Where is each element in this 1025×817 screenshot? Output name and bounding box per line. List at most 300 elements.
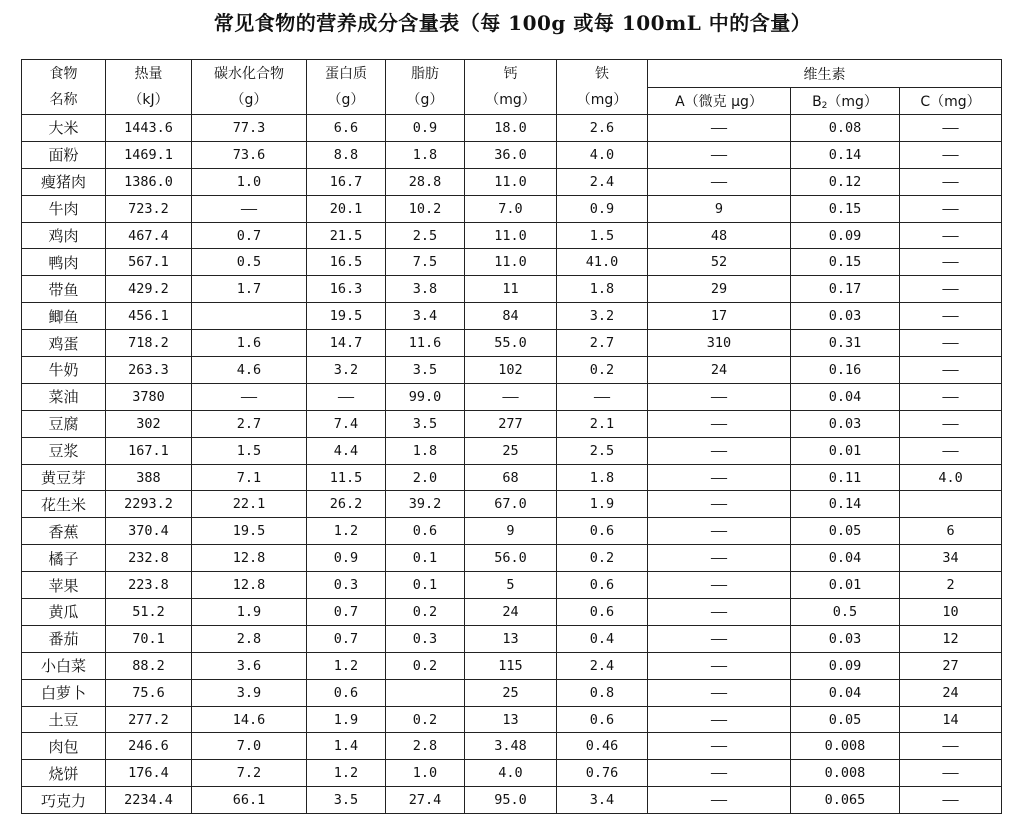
cell-fat: 27.4 — [386, 787, 465, 814]
header-energy-label: 热量 — [134, 66, 163, 82]
cell-carb: 2.7 — [192, 410, 307, 437]
page-title: 常见食物的营养成分含量表（每 100g 或每 100mL 中的含量） — [213, 11, 812, 35]
cell-carb: 1.9 — [192, 599, 307, 626]
header-calcium-label: 钙 — [503, 66, 518, 82]
header-food-line1: 食物 — [49, 66, 78, 82]
cell-name: 肉包 — [22, 733, 106, 760]
cell-iron: 2.1 — [557, 410, 648, 437]
cell-calcium: 36.0 — [465, 141, 557, 168]
cell-iron: 1.9 — [557, 491, 648, 518]
header-vit-b2-letter: B — [812, 94, 822, 110]
cell-protein: 3.5 — [307, 787, 386, 814]
table-row — [22, 599, 1002, 626]
cell-iron: 2.4 — [557, 652, 648, 679]
cell-name: 番茄 — [22, 625, 106, 652]
cell-protein: 0.7 — [307, 625, 386, 652]
cell-vit-b2: 0.008 — [791, 760, 900, 787]
cell-protein: 1.9 — [307, 706, 386, 733]
cell-name: 巧克力 — [22, 787, 106, 814]
cell-name: 豆腐 — [22, 410, 106, 437]
cell-protein: 1.2 — [307, 760, 386, 787]
cell-iron: 0.2 — [557, 545, 648, 572]
cell-vit-c: —— — [900, 115, 1002, 142]
cell-vit-a: —— — [648, 625, 791, 652]
cell-carb: 14.6 — [192, 706, 307, 733]
cell-iron: 0.2 — [557, 357, 648, 384]
cell-iron: —— — [557, 383, 648, 410]
table-row — [22, 572, 1002, 599]
cell-iron: 2.4 — [557, 168, 648, 195]
table-row — [22, 625, 1002, 652]
cell-calcium: 13 — [465, 625, 557, 652]
cell-fat: 3.5 — [386, 357, 465, 384]
table-row — [22, 276, 1002, 303]
cell-fat: 2.0 — [386, 464, 465, 491]
cell-protein: 16.5 — [307, 249, 386, 276]
header-fat-unit: （g） — [406, 92, 444, 108]
cell-protein: 6.6 — [307, 115, 386, 142]
cell-calcium: 11.0 — [465, 249, 557, 276]
cell-calcium: 7.0 — [465, 195, 557, 222]
cell-name: 黄瓜 — [22, 599, 106, 626]
cell-name: 鸭肉 — [22, 249, 106, 276]
cell-vit-b2: 0.08 — [791, 115, 900, 142]
cell-energy: 88.2 — [106, 652, 192, 679]
cell-carb: 3.6 — [192, 652, 307, 679]
cell-fat: 0.2 — [386, 706, 465, 733]
cell-calcium: 55.0 — [465, 330, 557, 357]
cell-carb: 19.5 — [192, 518, 307, 545]
header-vit-a: A（微克 μg） — [648, 88, 791, 115]
cell-name: 鸡肉 — [22, 222, 106, 249]
cell-calcium: 11.0 — [465, 222, 557, 249]
cell-vit-b2: 0.05 — [791, 518, 900, 545]
cell-energy: 2293.2 — [106, 491, 192, 518]
cell-vit-a: —— — [648, 141, 791, 168]
table-row — [22, 168, 1002, 195]
table-row — [22, 330, 1002, 357]
table-row — [22, 195, 1002, 222]
cell-energy: 51.2 — [106, 599, 192, 626]
cell-vit-c: 12 — [900, 625, 1002, 652]
header-food-line2: 名称 — [49, 92, 78, 108]
cell-calcium: 68 — [465, 464, 557, 491]
cell-fat: 0.9 — [386, 115, 465, 142]
cell-iron: 1.8 — [557, 464, 648, 491]
cell-name: 豆浆 — [22, 437, 106, 464]
cell-calcium: 5 — [465, 572, 557, 599]
cell-name: 橘子 — [22, 545, 106, 572]
cell-vit-b2: 0.12 — [791, 168, 900, 195]
cell-carb: —— — [192, 195, 307, 222]
cell-iron: 0.6 — [557, 599, 648, 626]
cell-vit-c: —— — [900, 357, 1002, 384]
cell-vit-a: —— — [648, 383, 791, 410]
cell-name: 面粉 — [22, 141, 106, 168]
cell-energy: 718.2 — [106, 330, 192, 357]
cell-protein: 1.2 — [307, 518, 386, 545]
cell-vit-b2: 0.15 — [791, 195, 900, 222]
cell-name: 牛奶 — [22, 357, 106, 384]
cell-fat: 99.0 — [386, 383, 465, 410]
cell-calcium: 3.48 — [465, 733, 557, 760]
cell-energy: 723.2 — [106, 195, 192, 222]
cell-name: 苹果 — [22, 572, 106, 599]
cell-vit-c: 34 — [900, 545, 1002, 572]
cell-fat: 39.2 — [386, 491, 465, 518]
table-row — [22, 464, 1002, 491]
cell-fat: 0.2 — [386, 599, 465, 626]
cell-fat: 2.5 — [386, 222, 465, 249]
cell-carb: 3.9 — [192, 679, 307, 706]
cell-fat: 1.0 — [386, 760, 465, 787]
cell-vit-b2: 0.03 — [791, 303, 900, 330]
cell-protein: 0.3 — [307, 572, 386, 599]
cell-vit-b2: 0.15 — [791, 249, 900, 276]
cell-energy: 456.1 — [106, 303, 192, 330]
cell-vit-b2: 0.09 — [791, 652, 900, 679]
cell-vit-b2: 0.008 — [791, 733, 900, 760]
cell-vit-a: —— — [648, 437, 791, 464]
cell-vit-a: —— — [648, 760, 791, 787]
header-protein-label: 蛋白质 — [325, 66, 367, 82]
cell-carb: 12.8 — [192, 572, 307, 599]
cell-name: 鸡蛋 — [22, 330, 106, 357]
cell-protein: 4.4 — [307, 437, 386, 464]
cell-name: 牛肉 — [22, 195, 106, 222]
cell-vit-b2: 0.04 — [791, 679, 900, 706]
cell-carb: 1.0 — [192, 168, 307, 195]
cell-carb: 1.7 — [192, 276, 307, 303]
cell-name: 烧饼 — [22, 760, 106, 787]
cell-vit-b2: 0.03 — [791, 625, 900, 652]
cell-calcium: 277 — [465, 410, 557, 437]
cell-vit-c: —— — [900, 787, 1002, 814]
cell-iron: 2.5 — [557, 437, 648, 464]
cell-vit-b2: 0.16 — [791, 357, 900, 384]
cell-vit-c: 4.0 — [900, 464, 1002, 491]
table-row — [22, 249, 1002, 276]
table-row — [22, 545, 1002, 572]
cell-fat: 2.8 — [386, 733, 465, 760]
header-protein-unit: （g） — [327, 92, 365, 108]
cell-calcium: 25 — [465, 437, 557, 464]
table-row — [22, 706, 1002, 733]
cell-fat: 0.1 — [386, 545, 465, 572]
cell-vit-a: —— — [648, 545, 791, 572]
cell-carb: 0.5 — [192, 249, 307, 276]
cell-vit-b2: 0.09 — [791, 222, 900, 249]
cell-protein: 1.2 — [307, 652, 386, 679]
cell-vit-c: 27 — [900, 652, 1002, 679]
cell-vit-b2: 0.14 — [791, 141, 900, 168]
cell-name: 土豆 — [22, 706, 106, 733]
cell-energy: 176.4 — [106, 760, 192, 787]
header-calcium-unit: （mg） — [485, 92, 536, 108]
header-energy-unit: （kJ） — [128, 92, 169, 108]
cell-fat: 0.2 — [386, 652, 465, 679]
cell-protein: 0.7 — [307, 599, 386, 626]
table-body — [22, 115, 1002, 814]
cell-carb: 2.8 — [192, 625, 307, 652]
cell-energy: 167.1 — [106, 437, 192, 464]
cell-energy: 2234.4 — [106, 787, 192, 814]
table-row — [22, 518, 1002, 545]
cell-vit-a: —— — [648, 115, 791, 142]
cell-vit-a: —— — [648, 572, 791, 599]
cell-vit-c: 6 — [900, 518, 1002, 545]
cell-calcium: 84 — [465, 303, 557, 330]
cell-fat: 0.6 — [386, 518, 465, 545]
cell-vit-a: —— — [648, 410, 791, 437]
cell-vit-c: —— — [900, 303, 1002, 330]
cell-carb: 12.8 — [192, 545, 307, 572]
cell-calcium: 25 — [465, 679, 557, 706]
header-iron-unit: （mg） — [576, 92, 628, 108]
cell-calcium: 102 — [465, 357, 557, 384]
cell-vit-a: —— — [648, 706, 791, 733]
cell-vit-b2: 0.01 — [791, 572, 900, 599]
table-row — [22, 437, 1002, 464]
cell-fat: 11.6 — [386, 330, 465, 357]
cell-vit-a: —— — [648, 464, 791, 491]
cell-iron: 0.8 — [557, 679, 648, 706]
cell-vit-c: —— — [900, 383, 1002, 410]
cell-calcium: 4.0 — [465, 760, 557, 787]
header-vitamin: 维生素 — [648, 60, 1002, 88]
cell-vit-b2: 0.04 — [791, 545, 900, 572]
cell-carb: 77.3 — [192, 115, 307, 142]
cell-carb: 66.1 — [192, 787, 307, 814]
table-row — [22, 410, 1002, 437]
cell-vit-a: —— — [648, 652, 791, 679]
cell-protein: 3.2 — [307, 357, 386, 384]
cell-fat: 3.4 — [386, 303, 465, 330]
cell-energy: 429.2 — [106, 276, 192, 303]
cell-vit-a: 310 — [648, 330, 791, 357]
cell-name: 花生米 — [22, 491, 106, 518]
cell-vit-b2: 0.05 — [791, 706, 900, 733]
cell-vit-b2: 0.11 — [791, 464, 900, 491]
header-row-1 — [22, 60, 1002, 88]
cell-name: 鲫鱼 — [22, 303, 106, 330]
cell-energy: 277.2 — [106, 706, 192, 733]
cell-vit-c: —— — [900, 733, 1002, 760]
table-row — [22, 787, 1002, 814]
table-row — [22, 679, 1002, 706]
cell-iron: 0.6 — [557, 572, 648, 599]
cell-protein: 16.7 — [307, 168, 386, 195]
cell-vit-c: 10 — [900, 599, 1002, 626]
header-food — [22, 60, 106, 115]
cell-energy: 232.8 — [106, 545, 192, 572]
header-calcium — [465, 60, 557, 115]
cell-carb: 7.2 — [192, 760, 307, 787]
cell-energy: 467.4 — [106, 222, 192, 249]
cell-energy: 223.8 — [106, 572, 192, 599]
cell-vit-c: —— — [900, 760, 1002, 787]
cell-vit-c: 24 — [900, 679, 1002, 706]
cell-fat: 0.1 — [386, 572, 465, 599]
cell-iron: 1.8 — [557, 276, 648, 303]
table-row — [22, 652, 1002, 679]
cell-carb: 7.1 — [192, 464, 307, 491]
cell-protein: 20.1 — [307, 195, 386, 222]
cell-energy: 1469.1 — [106, 141, 192, 168]
cell-calcium: 95.0 — [465, 787, 557, 814]
cell-vit-c: 14 — [900, 706, 1002, 733]
cell-calcium: 67.0 — [465, 491, 557, 518]
cell-iron: 2.6 — [557, 115, 648, 142]
cell-carb — [192, 303, 307, 330]
cell-carb: 22.1 — [192, 491, 307, 518]
cell-name: 瘦猪肉 — [22, 168, 106, 195]
cell-energy: 302 — [106, 410, 192, 437]
cell-calcium: 13 — [465, 706, 557, 733]
cell-iron: 0.6 — [557, 518, 648, 545]
cell-carb: —— — [192, 383, 307, 410]
cell-calcium: 9 — [465, 518, 557, 545]
cell-carb: 7.0 — [192, 733, 307, 760]
cell-calcium: 24 — [465, 599, 557, 626]
table-row — [22, 491, 1002, 518]
header-iron — [557, 60, 648, 115]
cell-energy: 3780 — [106, 383, 192, 410]
cell-iron: 0.6 — [557, 706, 648, 733]
cell-protein: 0.6 — [307, 679, 386, 706]
cell-name: 菜油 — [22, 383, 106, 410]
cell-vit-b2: 0.065 — [791, 787, 900, 814]
cell-energy: 567.1 — [106, 249, 192, 276]
cell-carb: 0.7 — [192, 222, 307, 249]
cell-iron: 0.76 — [557, 760, 648, 787]
cell-protein: 8.8 — [307, 141, 386, 168]
cell-vit-c: —— — [900, 249, 1002, 276]
cell-protein: 26.2 — [307, 491, 386, 518]
header-iron-label: 铁 — [595, 66, 609, 82]
cell-energy: 75.6 — [106, 679, 192, 706]
cell-iron: 1.5 — [557, 222, 648, 249]
cell-protein: 14.7 — [307, 330, 386, 357]
header-fat-label: 脂肪 — [411, 66, 439, 82]
cell-name: 香蕉 — [22, 518, 106, 545]
cell-vit-a: 24 — [648, 357, 791, 384]
cell-fat: 3.5 — [386, 410, 465, 437]
cell-vit-b2: 0.04 — [791, 383, 900, 410]
cell-protein: 7.4 — [307, 410, 386, 437]
cell-calcium: 115 — [465, 652, 557, 679]
cell-fat: 7.5 — [386, 249, 465, 276]
cell-vit-c: 2 — [900, 572, 1002, 599]
cell-iron: 3.4 — [557, 787, 648, 814]
cell-calcium: 56.0 — [465, 545, 557, 572]
cell-energy: 246.6 — [106, 733, 192, 760]
cell-vit-a: 29 — [648, 276, 791, 303]
cell-vit-c: —— — [900, 410, 1002, 437]
header-carb — [192, 60, 307, 115]
header-fat — [386, 60, 465, 115]
cell-energy: 1443.6 — [106, 115, 192, 142]
cell-energy: 70.1 — [106, 625, 192, 652]
cell-vit-b2: 0.5 — [791, 599, 900, 626]
cell-protein: 1.4 — [307, 733, 386, 760]
table-row — [22, 760, 1002, 787]
cell-vit-a: —— — [648, 733, 791, 760]
cell-energy: 263.3 — [106, 357, 192, 384]
cell-name: 白萝卜 — [22, 679, 106, 706]
header-vit-c: C（mg） — [900, 88, 1002, 115]
cell-carb: 1.6 — [192, 330, 307, 357]
cell-vit-c: —— — [900, 222, 1002, 249]
header-vit-b2-unit: （mg） — [827, 94, 878, 110]
cell-vit-a: —— — [648, 168, 791, 195]
header-protein — [307, 60, 386, 115]
cell-energy: 388 — [106, 464, 192, 491]
table-row — [22, 357, 1002, 384]
cell-vit-a: 17 — [648, 303, 791, 330]
cell-iron: 0.46 — [557, 733, 648, 760]
cell-iron: 41.0 — [557, 249, 648, 276]
cell-vit-c — [900, 491, 1002, 518]
cell-calcium: —— — [465, 383, 557, 410]
cell-fat — [386, 679, 465, 706]
cell-iron: 0.9 — [557, 195, 648, 222]
cell-vit-a: 9 — [648, 195, 791, 222]
cell-vit-a: —— — [648, 491, 791, 518]
cell-vit-b2: 0.01 — [791, 437, 900, 464]
table-row — [22, 222, 1002, 249]
cell-carb: 1.5 — [192, 437, 307, 464]
cell-vit-b2: 0.03 — [791, 410, 900, 437]
table-row — [22, 303, 1002, 330]
cell-vit-c: —— — [900, 330, 1002, 357]
cell-name: 带鱼 — [22, 276, 106, 303]
cell-iron: 0.4 — [557, 625, 648, 652]
cell-vit-b2: 0.17 — [791, 276, 900, 303]
cell-vit-a: —— — [648, 787, 791, 814]
cell-fat: 1.8 — [386, 141, 465, 168]
cell-protein: 11.5 — [307, 464, 386, 491]
header-vit-b2-sub: 2 — [821, 101, 828, 111]
cell-energy: 370.4 — [106, 518, 192, 545]
header-carb-unit: （g） — [230, 92, 268, 108]
cell-fat: 0.3 — [386, 625, 465, 652]
cell-fat: 3.8 — [386, 276, 465, 303]
header-vit-b2 — [791, 88, 900, 115]
cell-fat: 1.8 — [386, 437, 465, 464]
cell-vit-c: —— — [900, 276, 1002, 303]
cell-vit-a: —— — [648, 518, 791, 545]
cell-vit-a: 52 — [648, 249, 791, 276]
cell-protein: 19.5 — [307, 303, 386, 330]
table-row — [22, 383, 1002, 410]
cell-vit-b2: 0.14 — [791, 491, 900, 518]
cell-iron: 4.0 — [557, 141, 648, 168]
table-row — [22, 141, 1002, 168]
cell-vit-a: —— — [648, 599, 791, 626]
cell-fat: 10.2 — [386, 195, 465, 222]
cell-calcium: 11.0 — [465, 168, 557, 195]
table-row — [22, 115, 1002, 142]
cell-name: 黄豆芽 — [22, 464, 106, 491]
nutrition-table — [21, 59, 1002, 814]
cell-protein: 0.9 — [307, 545, 386, 572]
cell-vit-a: 48 — [648, 222, 791, 249]
cell-name: 小白菜 — [22, 652, 106, 679]
cell-carb: 4.6 — [192, 357, 307, 384]
cell-calcium: 11 — [465, 276, 557, 303]
header-carb-label: 碳水化合物 — [214, 66, 284, 82]
